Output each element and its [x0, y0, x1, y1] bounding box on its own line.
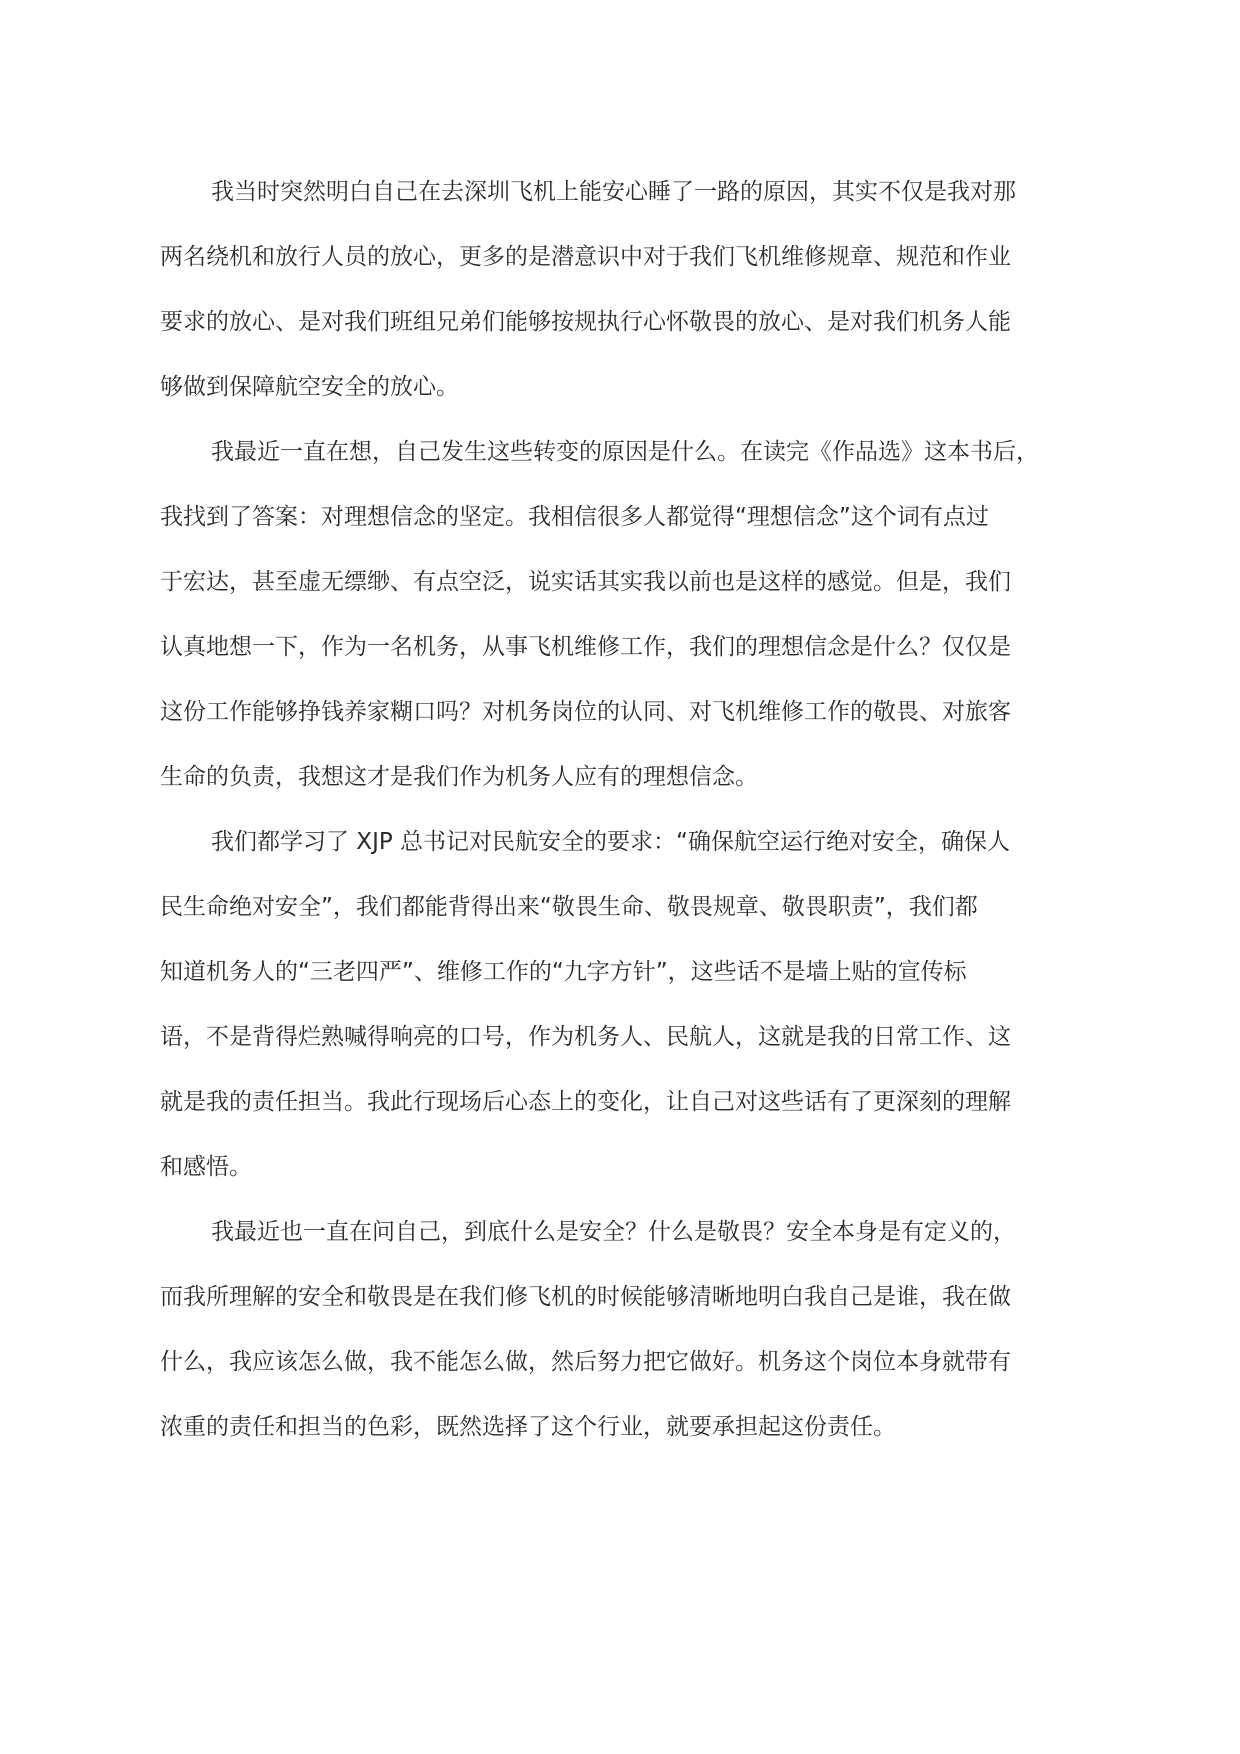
- paragraph-line: 这份工作能够挣钱养家糊口吗？对机务岗位的认同、对飞机维修工作的敬畏、对旅客: [160, 699, 1011, 725]
- paragraph-line: 什么，我应该怎么做，我不能怎么做，然后努力把它做好。机务这个岗位本身就带有: [160, 1349, 1011, 1375]
- paragraph-line: 我最近也一直在问自己，到底什么是安全？什么是敬畏？安全本身是有定义的，: [211, 1219, 1016, 1245]
- paragraph-line: 认真地想一下，作为一名机务，从事飞机维修工作，我们的理想信念是什么？仅仅是: [160, 634, 1011, 660]
- paragraph-line: 要求的放心、是对我们班组兄弟们能够按规执行心怀敬畏的放心、是对我们机务人能: [160, 309, 1011, 335]
- paragraph-line: 生命的负责，我想这才是我们作为机务人应有的理想信念。: [160, 764, 758, 790]
- paragraph-line: 我找到了答案：对理想信念的坚定。我相信很多人都觉得“理想信念”这个词有点过: [160, 504, 989, 530]
- paragraph-line: 两名绕机和放行人员的放心，更多的是潜意识中对于我们飞机维修规章、规范和作业: [160, 244, 1011, 270]
- paragraph-line: 浓重的责任和担当的色彩，既然选择了这个行业，就要承担起这份责任。: [160, 1414, 896, 1440]
- paragraph-line: 就是我的责任担当。我此行现场后心态上的变化，让自己对这些话有了更深刻的理解: [160, 1089, 1011, 1115]
- paragraph-line: 于宏达，甚至虚无缥缈、有点空泛，说实话其实我以前也是这样的感觉。但是，我们: [160, 569, 1011, 595]
- paragraph-line: 够做到保障航空安全的放心。: [160, 374, 459, 400]
- paragraph-line: 我最近一直在想，自己发生这些转变的原因是什么。在读完《作品选》这本书后，: [211, 439, 1039, 465]
- document-body: [160, 160, 1100, 1460]
- paragraph-line: 民生命绝对安全”，我们都能背得出来“敬畏生命、敬畏规章、敬畏职责”，我们都: [160, 894, 978, 920]
- paragraph-line: 知道机务人的“三老四严”、维修工作的“九字方针”，这些话不是墙上贴的宣传标: [160, 959, 967, 985]
- paragraph-line: 我当时突然明白自己在去深圳飞机上能安心睡了一路的原因，其实不仅是我对那: [211, 179, 1016, 205]
- paragraph-line: 我们都学习了 XJP 总书记对民航安全的要求：“确保航空运行绝对安全，确保人: [211, 829, 1010, 855]
- paragraph-4: [160, 1200, 1100, 1460]
- paragraph-line: 而我所理解的安全和敬畏是在我们修飞机的时候能够清晰地明白我自己是谁，我在做: [160, 1284, 1011, 1310]
- paragraph-line: 和感悟。: [160, 1154, 252, 1180]
- paragraph-line: 语，不是背得烂熟喊得响亮的口号，作为机务人、民航人，这就是我的日常工作、这: [160, 1024, 1011, 1050]
- paragraph-1: [160, 160, 1100, 420]
- paragraph-3: [160, 810, 1100, 1200]
- paragraph-2: [160, 420, 1100, 810]
